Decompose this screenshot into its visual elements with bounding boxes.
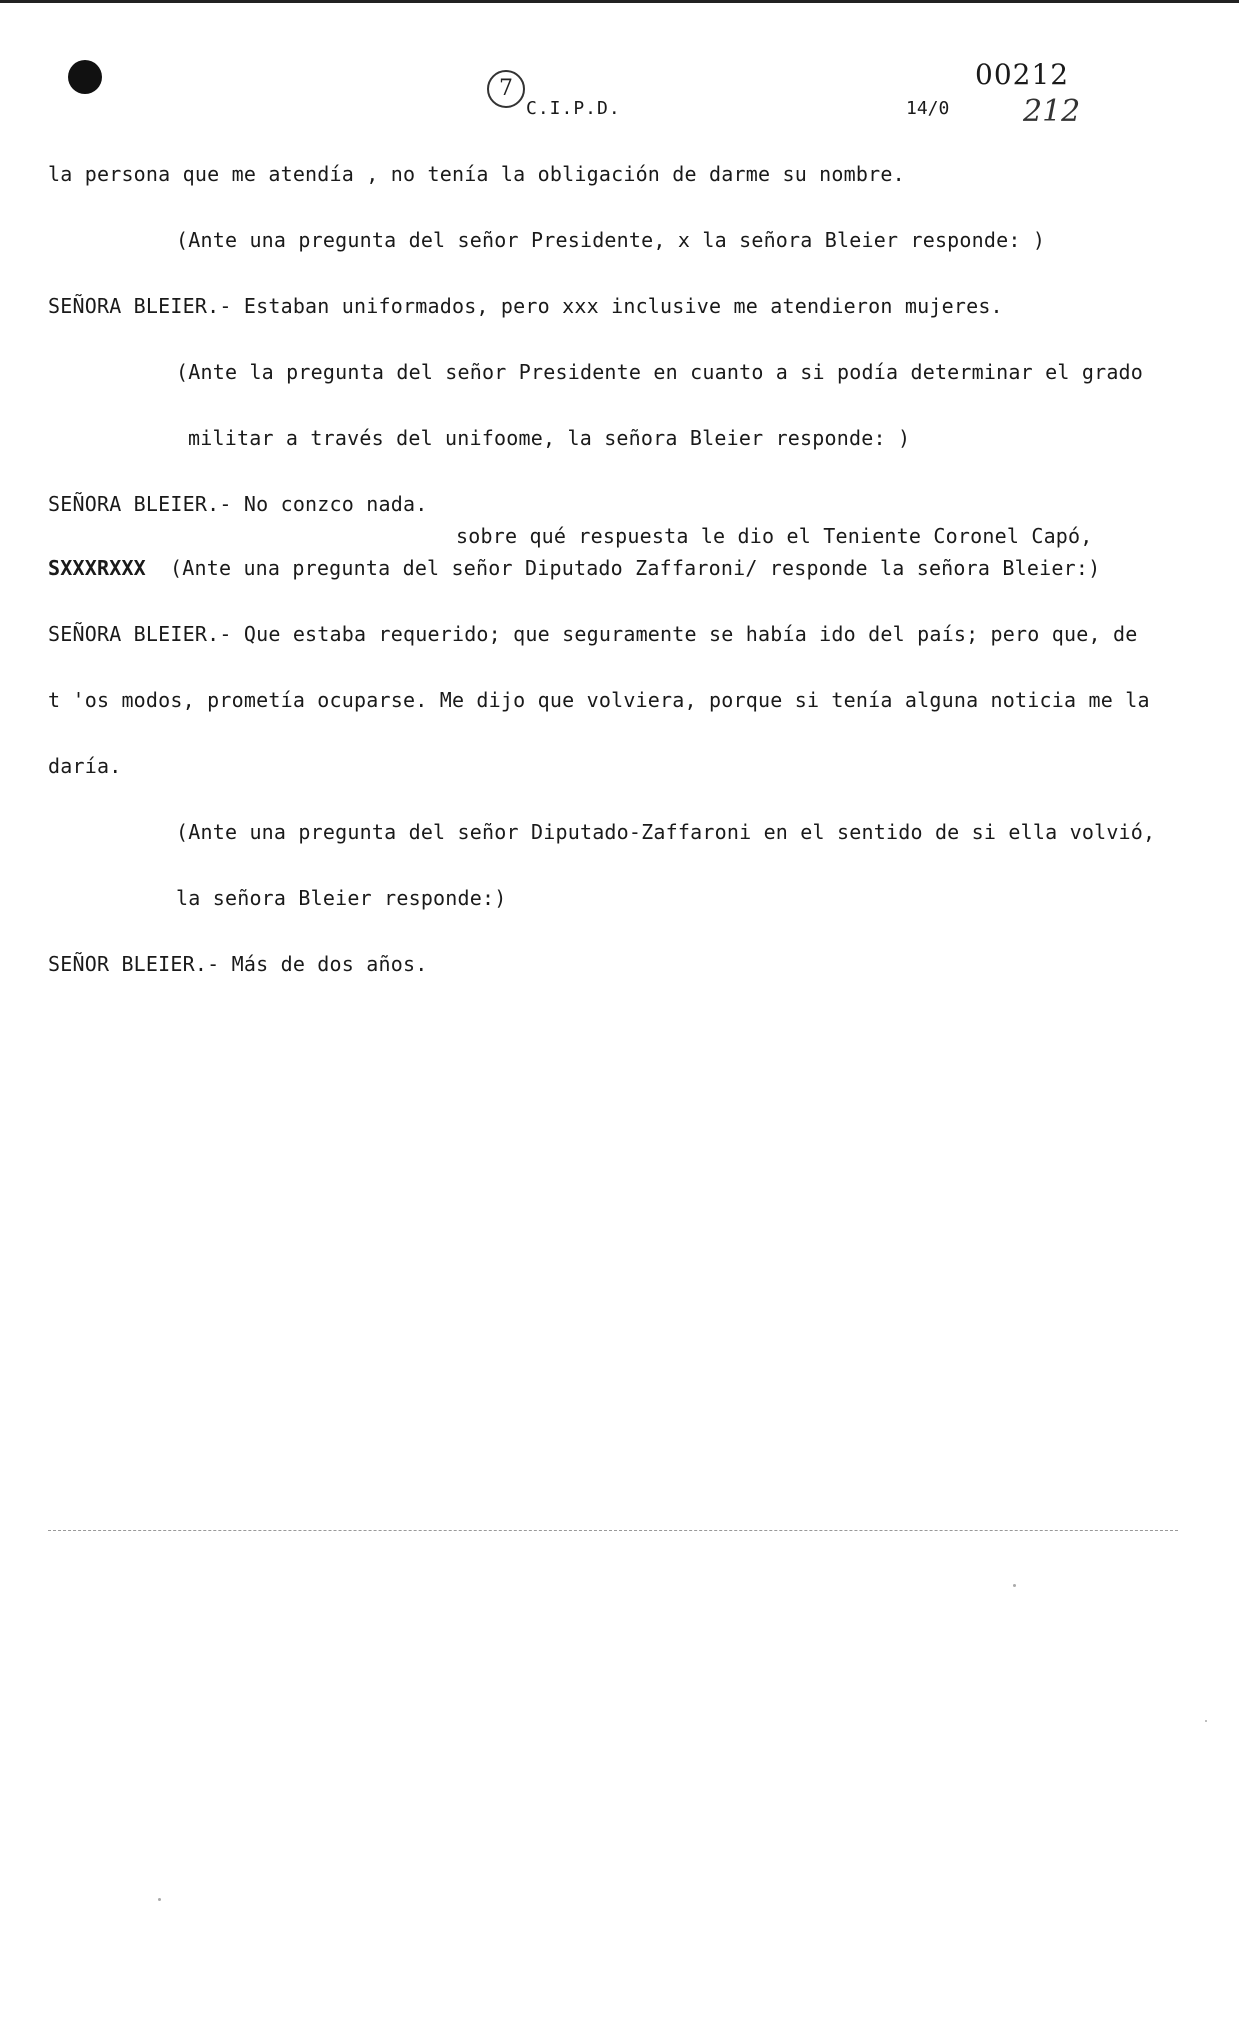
scan-rule (48, 1530, 1178, 1531)
text-line: (Ante una pregunta del señor Diputado-Zaffaroni en el sentido de si ella volvió, (176, 820, 1156, 844)
text-line: SEÑORA BLEIER.- No conzco nada. (48, 492, 428, 516)
text-line: (Ante la pregunta del señor Presidente en cuanto a si podía determinar el grado (176, 360, 1144, 384)
scan-speck (1205, 1720, 1207, 1722)
text-line: (Ante una pregunta del señor Diputado Zaffaroni/ responde la señora Bleier:) (170, 556, 1101, 580)
text-line: daría. (48, 754, 122, 778)
scan-top-edge (0, 0, 1239, 3)
text-line: la persona que me atendía , no tenía la obligación de darme su nombre. (48, 162, 905, 186)
text-line: SEÑORA BLEIER.- Estaban uniformados, pero xxx inclusive me atendieron mujeres. (48, 294, 1003, 318)
page-number: 14/0 (906, 98, 950, 119)
text-line: militar a través del unifoome, la señora Bleier responde: ) (188, 426, 911, 450)
handwritten-number: 212 (1023, 94, 1081, 129)
struck-out-text: SXXXRXXX (48, 556, 146, 580)
text-line: la señora Bleier responde:) (176, 886, 507, 910)
office-header: C.I.P.D. (526, 98, 621, 119)
text-line: (Ante una pregunta del señor Presidente, x la señora Bleier responde: ) (176, 228, 1046, 252)
circled-mark: 7 (487, 70, 525, 108)
document-number: 00212 (975, 58, 1070, 91)
scan-speck (1013, 1584, 1016, 1587)
text-line: t 'os modos, prometía ocuparse. Me dijo que volviera, porque si tenía alguna noticia me la (48, 688, 1150, 712)
text-line: SEÑORA BLEIER.- Que estaba requerido; que seguramente se había ido del país; pero que, de (48, 622, 1138, 646)
interlinear-insertion: sobre qué respuesta le dio el Teniente Coronel Capó, (456, 524, 1093, 548)
punch-hole (68, 60, 102, 94)
scan-speck (158, 1898, 161, 1901)
text-line: SEÑOR BLEIER.- Más de dos años. (48, 952, 428, 976)
